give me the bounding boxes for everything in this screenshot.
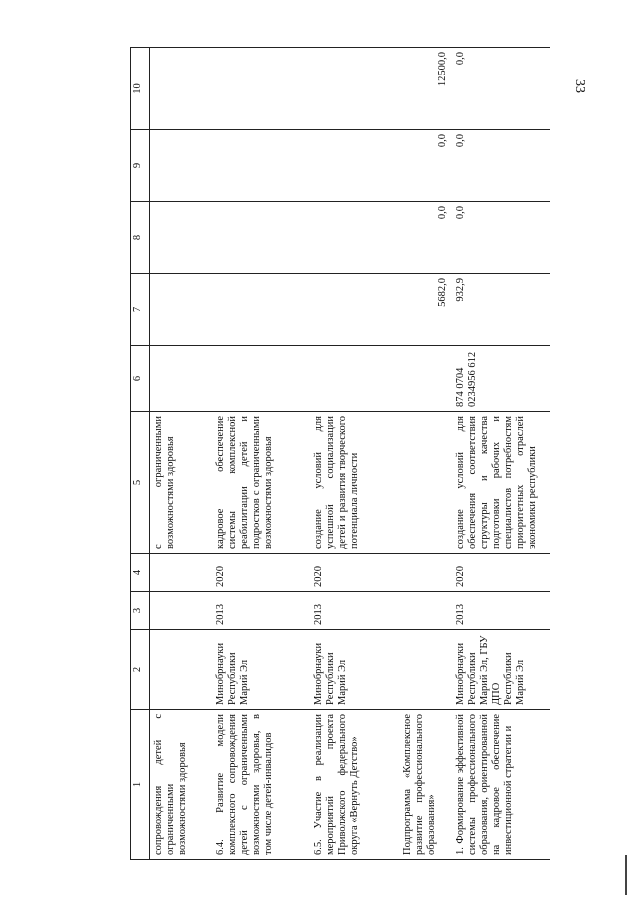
amount-col7: 932,9 — [452, 274, 550, 346]
page-number: 33 — [572, 79, 587, 93]
table-row — [212, 48, 310, 860]
amount-col7 — [150, 274, 212, 346]
amount-col10 — [310, 48, 396, 130]
amount-col9: 0,0 — [452, 130, 550, 202]
start-year: 2013 — [452, 592, 550, 630]
budget-code — [212, 346, 310, 412]
col-header-9: 9 — [131, 130, 150, 202]
amount-col10 — [150, 48, 212, 130]
amount-col7 — [310, 274, 396, 346]
amount-col9 — [310, 130, 396, 202]
executor — [396, 630, 452, 710]
scan-edge-mark — [625, 855, 627, 895]
amount-col10: 0,0 — [452, 48, 550, 130]
amount-col7: 5682,0 — [396, 274, 452, 346]
amount-col7 — [212, 274, 310, 346]
amount-col8 — [212, 202, 310, 274]
end-year: 2020 — [212, 554, 310, 592]
amount-col9 — [212, 130, 310, 202]
col-header-3: 3 — [131, 592, 150, 630]
table-row — [310, 48, 396, 860]
amount-col9: 0,0 — [396, 130, 452, 202]
amount-col10 — [212, 48, 310, 130]
activity-name: 1. Формирование эффективной системы профессионального образования, ориентированной на кадровое обеспечение инвестиционной стратегии и — [452, 710, 550, 860]
col-header-10: 10 — [131, 48, 150, 130]
program-activities-table — [130, 47, 550, 860]
table-row — [150, 48, 212, 860]
budget-table — [130, 48, 538, 860]
column-number-header — [131, 48, 150, 860]
start-year: 2013 — [310, 592, 396, 630]
amount-col9 — [150, 130, 212, 202]
end-year — [396, 554, 452, 592]
col-header-4: 4 — [131, 554, 150, 592]
start-year — [150, 592, 212, 630]
end-year: 2020 — [452, 554, 550, 592]
activity-name: 6.5. Участие в реализации мероприятий проекта Приволжского федерального округа «Вернуть Детство» — [310, 710, 396, 860]
col-header-6: 6 — [131, 346, 150, 412]
expected-result: кадровое обеспечение системы комплексной реабилитации детей и подростков с ограниченными возможностями здоровья — [212, 412, 310, 554]
expected-result: создание условий для успешной социализации детей и развития творческого потенциала личности — [310, 412, 396, 554]
expected-result: создание условий для обеспечения соответствия структуры и качества подготовки рабочих и специалистов потребностям приоритетных отраслей экономики республики — [452, 412, 550, 554]
end-year — [150, 554, 212, 592]
amount-col8: 0,0 — [452, 202, 550, 274]
col-header-1: 1 — [131, 710, 150, 860]
amount-col8: 0,0 — [396, 202, 452, 274]
subprogram-name: Подпрограмма «Комплексное развитие профессионального образования» — [396, 710, 452, 860]
executor — [150, 630, 212, 710]
expected-result: с ограниченными возможностями здоровья — [150, 412, 212, 554]
executor: Минобрнауки Республики Марий Эл — [310, 630, 396, 710]
amount-col8 — [150, 202, 212, 274]
start-year: 2013 — [212, 592, 310, 630]
col-header-5: 5 — [131, 412, 150, 554]
col-header-2: 2 — [131, 630, 150, 710]
activity-name: 6.4. Развитие модели комплексного сопровождения детей с ограниченными возможностями здоровья, в том числе детей-инвалидов — [212, 710, 310, 860]
budget-code — [310, 346, 396, 412]
budget-code — [396, 346, 452, 412]
budget-code: 874 0704 0234956 612 — [452, 346, 550, 412]
table-row — [452, 48, 550, 860]
start-year — [396, 592, 452, 630]
col-header-7: 7 — [131, 274, 150, 346]
activity-name: сопровождения детей с ограниченными возможностями здоровья — [150, 710, 212, 860]
executor: Минобрнауки Республики Марий Эл — [212, 630, 310, 710]
amount-col8 — [310, 202, 396, 274]
amount-col10: 12500,0 — [396, 48, 452, 130]
expected-result — [396, 412, 452, 554]
col-header-8: 8 — [131, 202, 150, 274]
executor: Минобрнауки Республики Марий Эл, ГБУ ДПО Республики Марий Эл — [452, 630, 550, 710]
table-row — [396, 48, 452, 860]
budget-code — [150, 346, 212, 412]
end-year: 2020 — [310, 554, 396, 592]
